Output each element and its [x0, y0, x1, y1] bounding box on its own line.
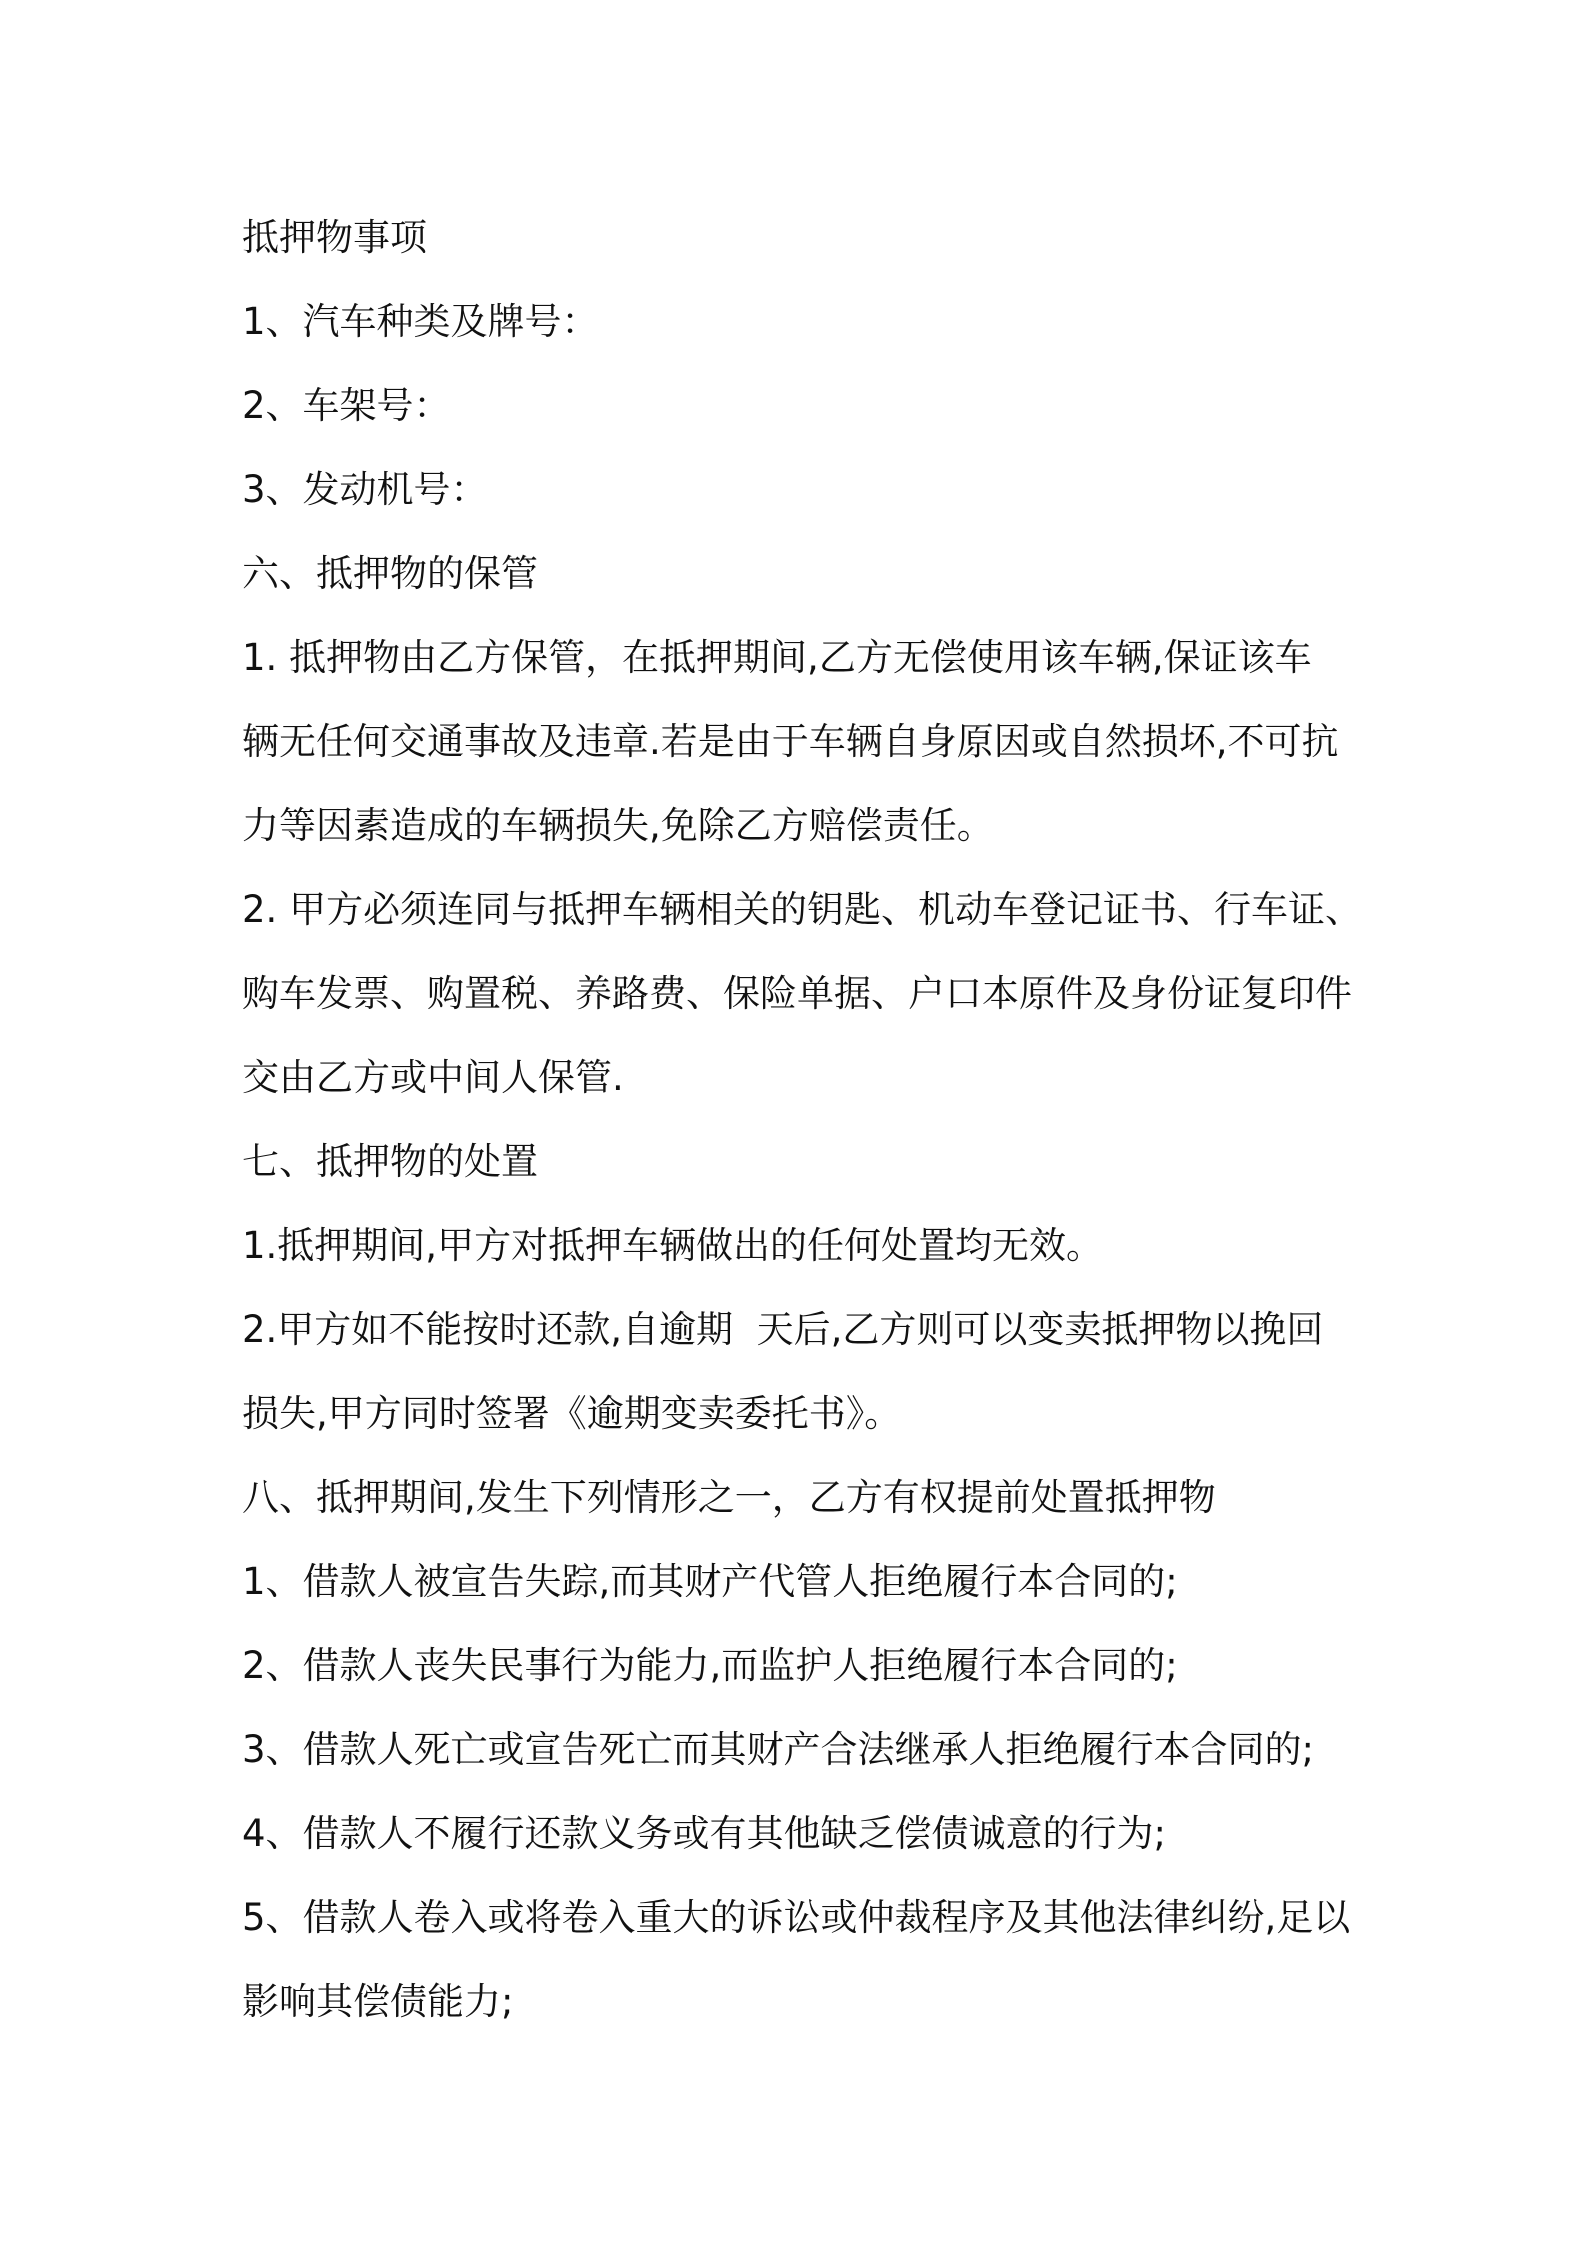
document-page	[242, 196, 1362, 2044]
list-item: 2、车架号：	[242, 384, 451, 427]
list-item: 1、汽车种类及牌号：	[242, 300, 599, 343]
list-item: 影响其偿债能力;	[242, 1980, 514, 2023]
section-heading: 八、抵押期间,发生下列情形之一，乙方有权提前处置抵押物	[242, 1476, 1216, 1519]
paragraph-line: 2. 甲方必须连同与抵押车辆相关的钥匙、机动车登记证书、行车证、	[242, 888, 1363, 931]
list-item: 5、借款人卷入或将卷入重大的诉讼或仲裁程序及其他法律纠纷,足以	[242, 1896, 1351, 1939]
list-item: 3、借款人死亡或宣告死亡而其财产合法继承人拒绝履行本合同的;	[242, 1728, 1315, 1771]
paragraph-line: 交由乙方或中间人保管.	[242, 1056, 624, 1099]
section-heading: 抵押物事项	[242, 216, 427, 259]
list-item: 4、借款人不履行还款义务或有其他缺乏偿债诚意的行为;	[242, 1812, 1167, 1855]
section-heading: 六、抵押物的保管	[242, 552, 538, 595]
list-item: 1、借款人被宣告失踪,而其财产代管人拒绝履行本合同的;	[242, 1560, 1178, 1603]
paragraph-line: 1. 抵押物由乙方保管，在抵押期间,乙方无偿使用该车辆,保证该车	[242, 636, 1312, 679]
paragraph-line: 损失,甲方同时签署《逾期变卖委托书》。	[242, 1392, 902, 1435]
list-item: 3、发动机号：	[242, 468, 488, 511]
paragraph-line: 力等因素造成的车辆损失,免除乙方赔偿责任。	[242, 804, 994, 847]
paragraph-line: 购车发票、购置税、养路费、保险单据、户口本原件及身份证复印件	[242, 972, 1352, 1015]
paragraph-line: 辆无任何交通事故及违章.若是由于车辆自身原因或自然损坏,不可抗	[242, 720, 1339, 763]
paragraph-line: 1.抵押期间,甲方对抵押车辆做出的任何处置均无效。	[242, 1224, 1104, 1267]
list-item: 2、借款人丧失民事行为能力,而监护人拒绝履行本合同的;	[242, 1644, 1178, 1687]
paragraph-line: 2.甲方如不能按时还款,自逾期 天后,乙方则可以变卖抵押物以挽回	[242, 1308, 1324, 1351]
section-heading: 七、抵押物的处置	[242, 1140, 538, 1183]
